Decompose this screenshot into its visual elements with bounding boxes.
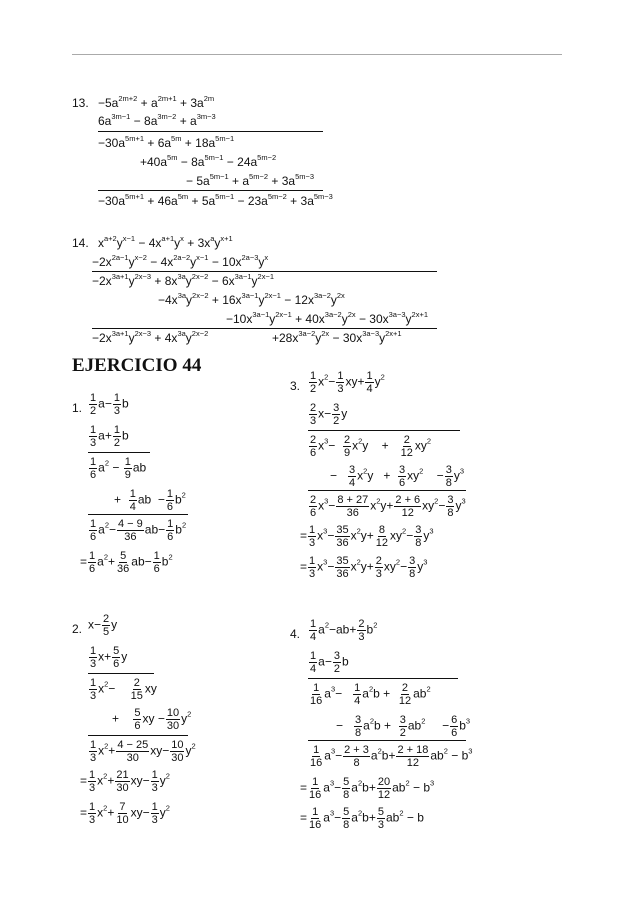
p4-rule-2 (308, 740, 466, 741)
p13-partial-3: − $5a^{5m-1} + a^{5m-2} + 3a^{5m-3}$ (186, 172, 315, 188)
p3-line-3: $\frac{2}{6}$ $x^3-$ $\frac{2}{9}$ $x^2y$ + $\frac{2}{12}$ $xy^2$ (310, 434, 432, 459)
p2-line-3: $\frac{1}{3}$ $x^2-$ $\frac{2}{15}$ xy (90, 677, 157, 702)
p3-rule-1 (308, 430, 460, 431)
p1-line-2: $\frac{1}{3}$ a+ $\frac{1}{2}$ b (90, 424, 129, 449)
p3-line-6: = $\frac{1}{3}$ $x^3-$ $\frac{35}{36}$ $x^2y+$ $\frac{8}{12}$ $xy^2-$ $\frac{3}{8}$ $y^3$ (300, 524, 434, 549)
p4-line-7: = $\frac{1}{16}$ $a^3-$ $\frac{5}{8}$ $a^2b+$ $\frac{5}{3}$ $ab^2 - b$ (300, 806, 424, 831)
p2-line-4: + $\frac{5}{6}$ xy − $\frac{10}{30}$ $y^2$ (112, 707, 192, 732)
p4-line-1: $\frac{1}{4}$ $a^2-ab+$ $\frac{2}{3}$ $b^2$ (310, 618, 378, 643)
p1-line-4: + $\frac{1}{4}$ ab − $\frac{1}{6}$ $b^2$ (114, 488, 186, 513)
p13-partial-2: $+40a^{5m} - 8a^{5m-1} - 24a^{5m-2}$ (140, 153, 277, 169)
p2-line-7: = $\frac{1}{3}$ $x^2+$ $\frac{7}{10}$ xy− $\frac{1}{3}$ $y^2$ (80, 801, 170, 826)
p14-result-left: $-2x^{3a+1}y^{2x-3} + 4x^{3a}y^{2x-2}$ (92, 329, 209, 345)
p4-line-6: = $\frac{1}{16}$ $a^3-$ $\frac{5}{8}$ $a^2b+$ $\frac{20}{12}$ $ab^2 - b^3$ (300, 776, 435, 801)
p14-partial-1: $-2x^{3a+1}y^{2x-3} + 8x^{3a}y^{2x-2} - 6x^{3a-1}y^{2x-1}$ (92, 272, 275, 288)
p4-rule-1 (308, 678, 458, 679)
problem-1-number: 1. (72, 401, 83, 415)
p4-line-5: $\frac{1}{16}$ $a^3-$ $\frac{2 + 3}{8}$ $a^2b+$ $\frac{2 + 18}{12}$ $ab^2 - b^3$ (310, 744, 473, 769)
page-top-rule (72, 54, 562, 55)
p13-partial-1: $-30a^{5m+1} + 6a^{5m} + 18a^{5m-1}$ (98, 134, 235, 150)
p1-line-3: $\frac{1}{6}$ $a^2$ − $\frac{1}{9}$ ab (90, 456, 147, 481)
p13-multiplier: $6a^{3m-1} - 8a^{3m-2} + a^{3m-3}$ (98, 112, 216, 128)
p4-line-3: $\frac{1}{16}$ $a^3-$ $\frac{1}{4}$ $a^2b$ + $\frac{2}{12}$ $ab^2$ (310, 682, 431, 707)
p4-line-2: $\frac{1}{4}$ a− $\frac{3}{2}$ b (310, 650, 349, 675)
p1-rule-2 (88, 514, 188, 515)
problem-13-number: 13. (72, 96, 89, 110)
p14-multiplier: $-2x^{2a-1}y^{x-2} - 4x^{2a-2}y^{x-1} - 10x^{2a-3}y^x$ (92, 253, 269, 269)
problem-2-number: 2. (72, 622, 83, 636)
p1-line-5: $\frac{1}{6}$ $a^2-$ $\frac{4 - 9}{36}$ ab− $\frac{1}{6}$ $b^2$ (90, 518, 187, 543)
p1-line-6: = $\frac{1}{6}$ $a^2+$ $\frac{5}{36}$ ab− $\frac{1}{6}$ $b^2$ (80, 550, 173, 575)
p14-partial-3: $-10x^{3a-1}y^{2x-1} + 40x^{3a-2}y^{2x} - 30x^{3a-3}y^{2x+1}$ (226, 310, 429, 326)
p2-line-5: $\frac{1}{3}$ $x^2+$ $\frac{4 - 25}{30}$ xy− $\frac{10}{30}$ $y^2$ (90, 739, 196, 764)
p14-partial-2: $-4x^{3a}y^{2x-2} + 16x^{3a-1}y^{2x-1} - 12x^{3a-2}y^{2x}$ (158, 291, 345, 307)
p3-line-1: $\frac{1}{2}$ $x^2-$ $\frac{1}{3}$ xy+ $\frac{1}{4}$ $y^2$ (310, 370, 385, 395)
p3-line-2: $\frac{2}{3}$ x− $\frac{3}{2}$ y (310, 402, 348, 427)
problem-14-number: 14. (72, 236, 89, 250)
p1-line-1: $\frac{1}{2}$ a− $\frac{1}{3}$ b (90, 392, 129, 417)
p14-multiplicand: $x^{a+2}y^{x-1} - 4x^{a+1}y^x + 3x^ay^{x+1}$ (98, 234, 233, 250)
p2-line-2: $\frac{1}{3}$ x+ $\frac{5}{6}$ y (90, 645, 128, 670)
p3-line-5: $\frac{2}{6}$ $x^3-$ $\frac{8 + 27}{36}$ $x^2y+$ $\frac{2 + 6}{12}$ $xy^2-$ $\frac{3}{8}$ $y^3$ (310, 494, 466, 519)
p2-line-6: = $\frac{1}{3}$ $x^2+$ $\frac{21}{30}$ xy− $\frac{1}{3}$ $y^2$ (80, 769, 170, 794)
p4-line-4: − $\frac{3}{8}$ $a^2b$ + $\frac{3}{2}$ $ab^2$ − $\frac{6}{6}$ $b^3$ (336, 714, 471, 739)
p13-multiplicand: $-5a^{2m+2} + a^{2m+1} + 3a^{2m}$ (98, 94, 215, 110)
p2-line-1: x− $\frac{2}{5}$ y (88, 613, 118, 638)
p14-result-right: $+28x^{3a-2}y^{2x} - 30x^{3a-3}y^{2x+1}$ (272, 329, 402, 345)
p3-line-7: = $\frac{1}{3}$ $x^3-$ $\frac{35}{36}$ $x^2y+$ $\frac{2}{3}$ $xy^2-$ $\frac{3}{8}$ $y^3$ (300, 555, 428, 580)
section-title: EJERCICIO 44 (72, 355, 202, 376)
problem-4-number: 4. (290, 627, 301, 641)
p2-rule-2 (88, 735, 188, 736)
p3-rule-2 (308, 490, 466, 491)
p2-rule-1 (88, 673, 154, 674)
p13-rule-2 (98, 190, 323, 191)
problem-3-number: 3. (290, 379, 301, 393)
p3-line-4: − $\frac{3}{4}$ $x^2y$ + $\frac{3}{6}$ $xy^2$ − $\frac{3}{8}$ $y^3$ (330, 464, 464, 489)
p13-rule-1 (98, 131, 323, 132)
p13-result: $-30a^{5m+1} + 46a^{5m} + 5a^{5m-1} - 23a^{5m-2} + 3a^{5m-3}$ (98, 192, 333, 208)
p1-rule-1 (88, 452, 150, 453)
